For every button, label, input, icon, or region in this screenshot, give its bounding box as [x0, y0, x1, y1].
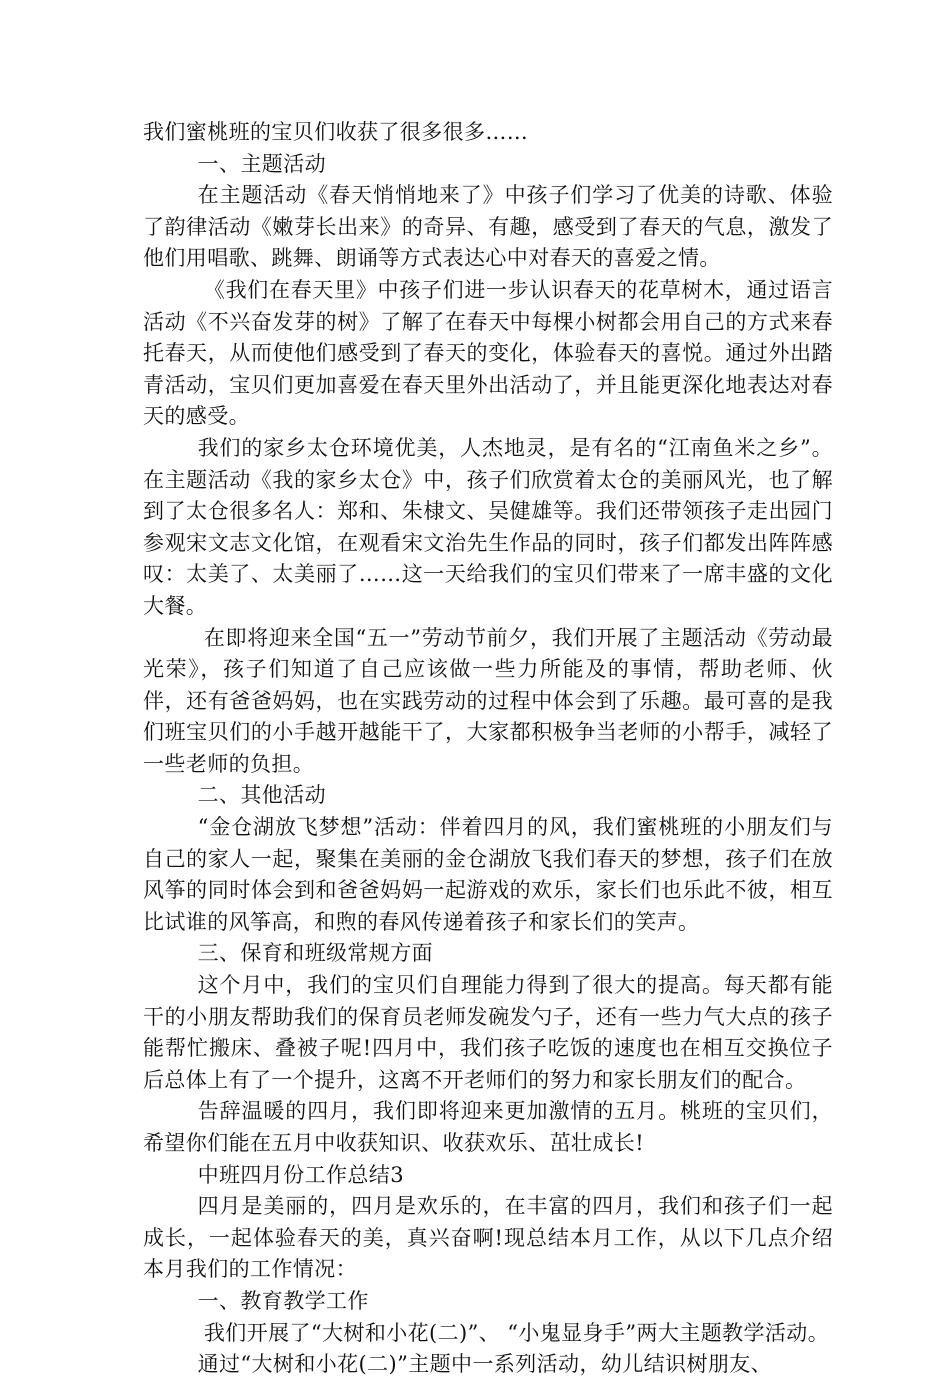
paragraph-spring-coming: 在主题活动《春天悄悄地来了》中孩子们学习了优美的诗歌、体验了韵律活动《嫩芽长出来》的奇异、有趣，感受到了春天的气息，激发了他们用唱歌、跳舞、朗诵等方式表达心中对春天的喜爱之情。	[143, 183, 833, 271]
paragraph-self-care: 这个月中，我们的宝贝们自理能力得到了很大的提高。每天都有能干的小朋友帮助我们的保育员老师发碗发勺子，还有一些力气大点的孩子能帮忙搬床、叠被子呢!四月中，我们孩子吃饭的速度也在相互交换位子后总体上有了一个提升，这离不开老师们的努力和家长朋友们的配合。	[143, 973, 833, 1092]
paragraph-hometown-taicang: 我们的家乡太仓环境优美，人杰地灵，是有名的“江南鱼米之乡”。在主题活动《我的家乡太仓》中，孩子们欣赏着太仓的美丽风光，也了解到了太仓很多名人：郑和、朱棣文、吴健雄等。我们还带领孩子走出园门参观宋文志文化馆，在观看宋文治先生作品的同时，孩子们都发出阵阵感叹：太美了、太美丽了……这一天给我们的宝贝们带来了一席丰盛的文化大餐。	[143, 435, 833, 618]
paragraph-two-themes: 我们开展了“大树和小花(二)”、 “小鬼显身手”两大主题教学活动。	[203, 1320, 830, 1345]
section-heading-other-activities: 二、其他活动	[197, 783, 326, 808]
paragraph-april-summary: 四月是美丽的，四月是欢乐的，在丰富的四月，我们和孩子们一起成长，一起体验春天的美，真兴奋啊!现总结本月工作，从以下几点介绍本月我们的工作情况：	[143, 1194, 833, 1282]
paragraph-tree-friends: 通过“大树和小花(二)”主题中一系列活动，幼儿结识树朋友、	[197, 1352, 773, 1377]
paragraph-farewell-april: 告辞温暖的四月，我们即将迎来更加激情的五月。桃班的宝贝们，希望你们能在五月中收获知识、收获欢乐、茁壮成长!	[143, 1099, 833, 1155]
section-heading-education-work: 一、教育教学工作	[197, 1288, 369, 1313]
section-heading-theme-activities: 一、主题活动	[197, 151, 326, 176]
document-body	[143, 117, 833, 1381]
paragraph-intro: 我们蜜桃班的宝贝们收获了很多很多……	[143, 120, 529, 144]
paragraph-kite-activity: “金仓湖放飞梦想”活动：伴着四月的风，我们蜜桃班的小朋友们与自己的家人一起，聚集在美丽的金仓湖放飞我们春天的梦想，孩子们在放风筝的同时体会到和爸爸妈妈一起游戏的欢乐，家长们也乐此不彼，相互比试谁的风筝高，和煦的春风传递着孩子和家长们的笑声。	[143, 815, 833, 934]
document-subtitle: 中班四月份工作总结3	[197, 1162, 404, 1187]
section-heading-care-routine: 三、保育和班级常规方面	[197, 941, 433, 966]
paragraph-labor-day: 在即将迎来全国“五一”劳动节前夕，我们开展了主题活动《劳动最光荣》，孩子们知道了自己应该做一些力所能及的事情，帮助老师、伙伴，还有爸爸妈妈，也在实践劳动的过程中体会到了乐趣。最可喜的是我们班宝贝们的小手越开越能干了，大家都积极争当老师的小帮手，减轻了一些老师的负担。	[143, 625, 833, 776]
paragraph-in-spring: 《我们在春天里》中孩子们进一步认识春天的花草树木，通过语言活动《不兴奋发芽的树》了解了在春天中每棵小树都会用自己的方式来春托春天，从而使他们感受到了春天的变化，体验春天的喜悦。通过外出踏青活动，宝贝们更加喜爱在春天里外出活动了，并且能更深化地表达对春天的感受。	[143, 277, 833, 429]
